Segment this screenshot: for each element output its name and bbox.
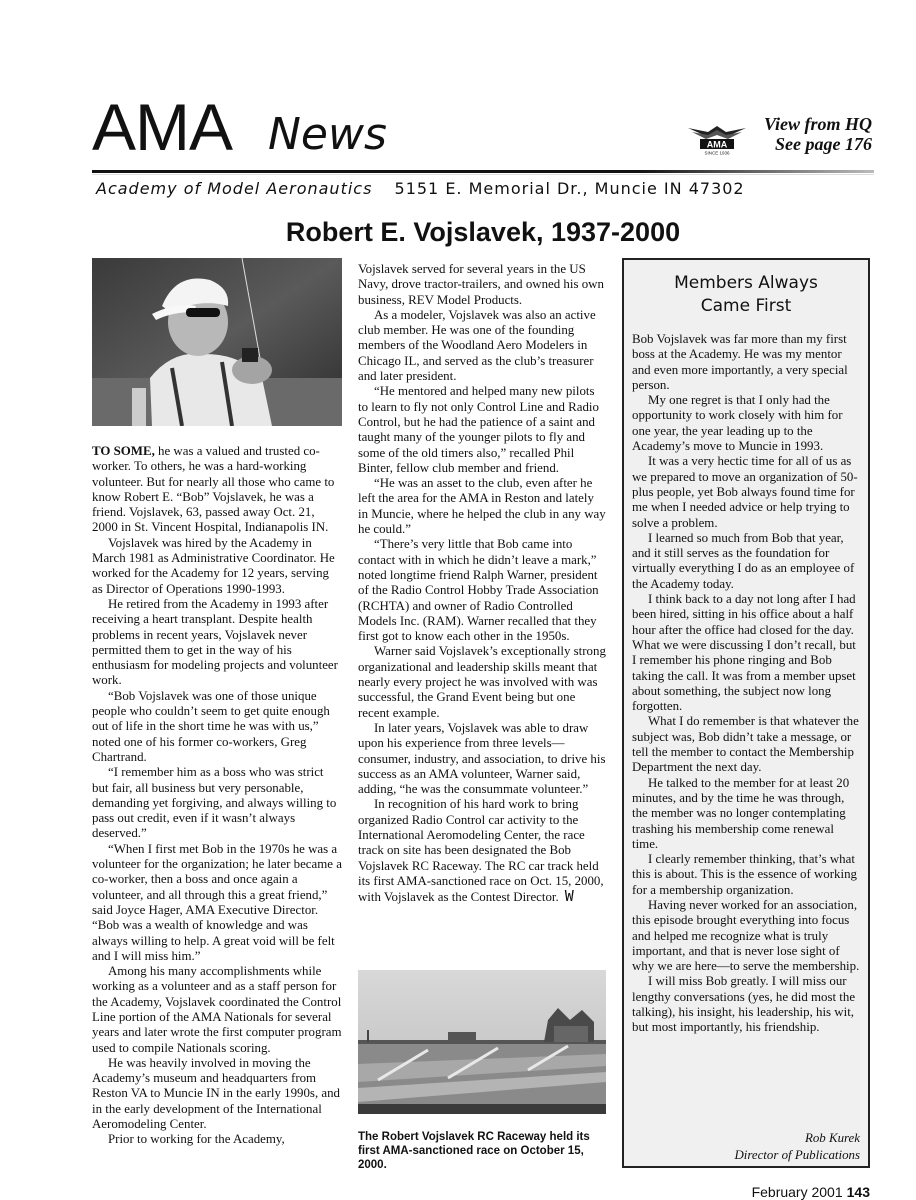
- sidebar-paragraph: It was a very hectic time for all of us as we prepared to move an organization of 50-plus people, yet Bob always found time for me when I needed advice or help trying to solve a problem.: [632, 454, 858, 530]
- article-headline: Robert E. Vojslavek, 1937-2000: [285, 217, 681, 247]
- sidebar-paragraph: He talked to the member for at least 20 minutes, and by the time he was through, the member was no longer contemplating trashing his membership come renewal time.: [632, 775, 850, 851]
- sidebar-paragraph: My one regret is that I only had the opportunity to work closely with him for one year, the year leading up to the Academy’s move to Muncie in 1993.: [632, 393, 843, 454]
- sidebar-text: [632, 332, 860, 1036]
- issue-date: February 2001: [751, 1184, 843, 1200]
- raceway-photo: [358, 970, 606, 1114]
- organization-address: 5151 E. Memorial Dr., Muncie IN 47302: [394, 179, 745, 198]
- sidebar-paragraph: Bob Vojslavek was far more than my first boss at the Academy. He was my mentor and even more importantly, a very special person.: [632, 332, 848, 392]
- signature-name: Rob Kurek: [804, 1131, 860, 1145]
- article-paragraph: “When I first met Bob in the 1970s he was a volunteer for the organization; he later became a co-worker, then a boss and once again a volunteer, and all through this a great friend,” said Joyce Hager, AMA Executive Director. “Bob was a wealth of knowledge and was always willing to help. A great void will be felt and I will miss him.”: [92, 841, 342, 963]
- article-final-text: In recognition of his hard work to bring organized Radio Control car activity to the International Aeromodeling Center, the race track on site has been designated the Bob Vojslavek RC Raceway. The RC car track held its first AMA-sanctioned race on Oct. 15, 2000, with Vojslavek as the Contest Director.: [358, 797, 604, 905]
- lead-text: he was a valued and trusted co-worker. To others, he was a hard-working volunteer. But for nearly all those who came to know Robert E. “Bob” Vojslavek, he was a friend. Vojslavek, 63, passed away Oct. 21, 2000 in St. Vincent Hospital, Indianapolis IN.: [92, 444, 335, 535]
- signature-title: Director of Publications: [734, 1148, 860, 1162]
- article-paragraph: Among his many accomplishments while working as a volunteer and as a staff person for the Academy, Vojslavek coordinated the Control Line portion of the AMA Nationals for several years and later wrote the first computer program used to compile Nationals scoring.: [92, 964, 342, 1055]
- promo-line-2: See page 176: [775, 134, 872, 154]
- ama-wings-icon: [686, 118, 748, 156]
- photo-caption: The Robert Vojslavek RC Raceway held its first AMA-sanctioned race on October 15, 2000.: [358, 1131, 590, 1171]
- page-footer: [752, 1184, 870, 1200]
- article-paragraph: Vojslavek served for several years in the US Navy, drove tractor-trailers, and owned his own business, REV Model Products.: [358, 262, 604, 307]
- article-column-1: [92, 444, 342, 1148]
- logo-since: SINCE 1936: [704, 150, 730, 156]
- article-paragraph: As a modeler, Vojslavek was also an active club member. He was one of the founding members of the Woodland Aero Modelers in Chicago IL, and served as the club’s treasurer and later president.: [358, 307, 596, 384]
- end-mark-icon: W: [564, 887, 574, 906]
- sidebar-paragraph: What I do remember is that whatever the subject was, Bob didn’t take a message, or tell the member to contact the Membership Department the next day.: [632, 714, 859, 775]
- article-paragraph: “Bob Vojslavek was one of those unique people who couldn’t seem to get quite enough out of life in the short time he was with us,” noted one of his former co-workers, Greg Chartrand.: [92, 688, 330, 764]
- sidebar-paragraph: I will miss Bob greatly. I will miss our lengthy conversations (yes, he did most the talking), his insight, his leadership, his wit, but most importantly, his friendship.: [632, 974, 856, 1035]
- promo-line-1: View from HQ: [763, 114, 872, 134]
- masthead-title: AMA: [92, 90, 233, 164]
- article-paragraph: In later years, Vojslavek was able to draw upon his experience from three levels—consumer, industry, and association, to drive his success as an AMA volunteer, Warner said, adding, “he was the consummate volunteer.”: [358, 720, 606, 797]
- portrait-photo: [92, 258, 342, 426]
- promo-block: [764, 114, 872, 154]
- masthead-subhead: [96, 178, 745, 200]
- article-paragraph: “He was an asset to the club, even after he left the area for the AMA in Reston and lately in Muncie, where he helped the club in any way he could.”: [358, 476, 606, 537]
- article-paragraph: [358, 797, 606, 905]
- sidebar-title: [624, 272, 868, 318]
- article-lead-paragraph: [92, 444, 342, 536]
- masthead-rule-shadow: [92, 174, 874, 175]
- article-paragraph: “There’s very little that Bob came into contact with in which he didn’t leave a mark,” noted longtime friend Ralph Warner, president of the Radio Control Hobby Trade Association (RCHTA) and owner of Radio Controlled Models Inc. (RAM). Warner recalled that they first got to know each other in the 1950s.: [358, 537, 599, 644]
- sidebar-paragraph: I think back to a day not long after I had been hired, sitting in his office about a half hour after the office had closed for the day. What we were discussing I don’t recall, but I remember his phone ringing and Bob taking the call. It was from a member upset about something, the subject now long forgotten.: [632, 592, 856, 714]
- sidebar-title-line-2: Came First: [700, 296, 792, 316]
- sidebar-signature: [632, 1130, 860, 1164]
- ama-logo: [686, 118, 748, 156]
- masthead-subtitle: News: [268, 109, 387, 160]
- article-column-2: [358, 262, 606, 905]
- page-number: 143: [846, 1184, 870, 1200]
- article-paragraph: He retired from the Academy in 1993 after receiving a heart transplant. Despite health problems in recent years, Vojslavek never permitted them to get in the way of his enthusiasm for modeling projects and volunteer work.: [92, 596, 338, 688]
- article-paragraph: Warner said Vojslavek’s exceptionally strong organizational and leadership skills meant that nearly every project he was involved with was successful, the Grand Event being but one recent example.: [358, 644, 606, 720]
- article-paragraph: “I remember him as a boss who was strict but fair, all business but very personable, demanding yet forgiving, and always willing to pass out credit, even if it wasn’t always deserved.”: [92, 765, 337, 841]
- sidebar-title-line-1: Members Always: [674, 273, 818, 293]
- article-paragraph: He was heavily involved in moving the Academy’s museum and headquarters from Reston VA to Muncie IN in the early 1990s, and in the early development of the International Aeromodeling Center.: [92, 1055, 340, 1132]
- article-paragraph: Vojslavek was hired by the Academy in March 1981 as Administrative Coordinator. He worked for the Academy for 12 years, serving as Director of Operations 1990-1993.: [92, 535, 335, 596]
- sidebar-paragraph: I clearly remember thinking, that’s what this is about. This is the essence of working for a membership organization.: [632, 852, 857, 897]
- masthead-rule: [92, 170, 874, 173]
- article-paragraph: Prior to working for the Academy,: [108, 1132, 285, 1147]
- sidebar-paragraph: I learned so much from Bob that year, and it still serves as the foundation for virtually everything I do as an employee of the Academy today.: [632, 530, 855, 591]
- organization-name: Academy of Model Aeronautics: [96, 179, 373, 198]
- logo-text: AMA: [706, 139, 728, 150]
- article-paragraph: “He mentored and helped many new pilots to learn to fly not only Control Line and Radio Control, but he had the patience of a saint and taught many of the younger pilots to fly and some of the old timers also,” recalled Phil Binter, fellow club member and friend.: [358, 384, 599, 475]
- lead-in: TO SOME,: [92, 444, 155, 458]
- sidebar-paragraph: Having never worked for an association, this episode brought everything into focus and helped me recognize what is truly important, and that is never lose sight of why we are here—to serve the membership.: [632, 897, 860, 974]
